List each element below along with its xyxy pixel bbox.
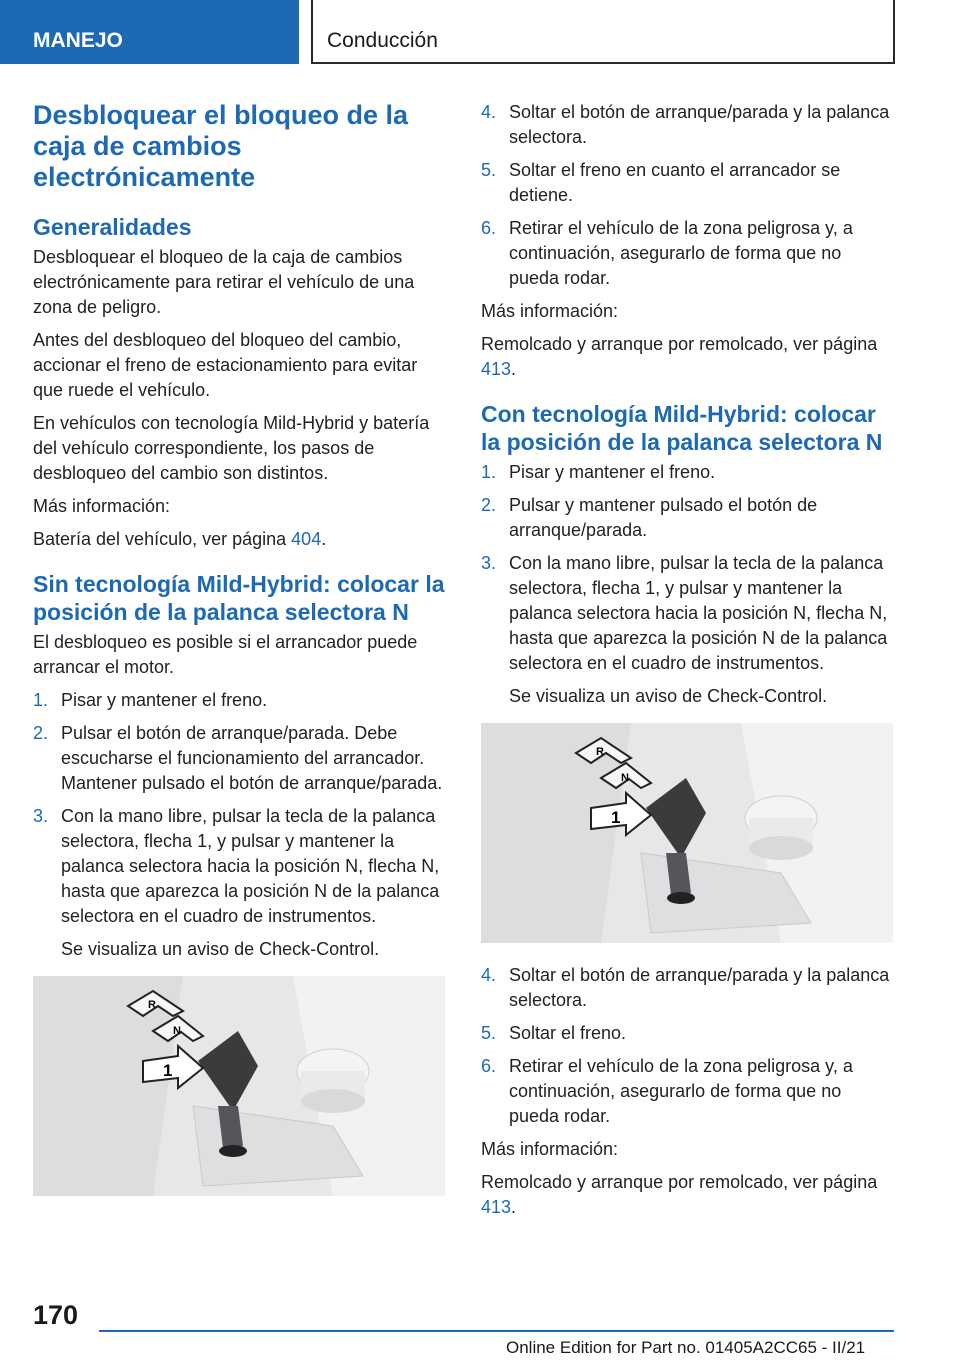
- page-link-413[interactable]: 413: [481, 1197, 512, 1217]
- heading-con-mild-hybrid: Con tecnología Mild-Hybrid: colocar la posición de la palanca selectora N: [481, 401, 883, 455]
- list-item: 2. Pulsar el botón de arranque/parada. Debe escucharse el funcionamiento del arrancador. Mantener pulsado el botón de arranque/parada.: [33, 723, 443, 793]
- steps-list: [33, 688, 445, 962]
- more-info-label: Más información:: [33, 496, 171, 516]
- chapter-label: Conducción: [327, 29, 438, 52]
- gear-selector-illustration: [481, 723, 893, 943]
- heading-generalidades: Generalidades: [33, 214, 192, 240]
- arrow-label-n: N: [173, 1025, 181, 1037]
- paragraph: Desbloquear el bloqueo de la caja de cambios electrónicamente para retirar el vehículo de una zona de peligro.: [33, 247, 415, 317]
- list-item: 6. Retirar el vehículo de la zona peligrosa y, a continuación, asegurarlo de forma que no pueda rodar.: [481, 1056, 853, 1126]
- header-chapter-tab: [311, 0, 895, 64]
- arrow-label-1: 1: [611, 808, 621, 827]
- heading-sin-mild-hybrid: Sin tecnología Mild-Hybrid: colocar la posición de la palanca selectora N: [33, 571, 445, 625]
- arrow-label-n: N: [621, 772, 629, 784]
- list-item: 3. Con la mano libre, pulsar la tecla de la palanca selectora, flecha 1, y pulsar y mantener la palanca selectora hacia la posición N, flecha N, hasta que aparezca la posición N de la palanca selectora en el cuadro de instrumentos. Se visualiza un aviso de Check-Control.: [481, 553, 888, 706]
- more-info-label: Más información:: [481, 1139, 619, 1159]
- list-item: 5. Soltar el freno.: [481, 1023, 627, 1043]
- page-link-404[interactable]: 404: [291, 529, 322, 549]
- right-column: [481, 100, 893, 1228]
- list-item: 4. Soltar el botón de arranque/parada y la palanca selectora.: [481, 102, 890, 147]
- steps-list: [481, 963, 893, 1129]
- page-number: 170: [33, 1300, 79, 1330]
- reference-line: Batería del vehículo, ver página 404.: [33, 529, 327, 549]
- header-section-tab: [0, 0, 299, 64]
- paragraph: Antes del desbloqueo del bloqueo del cambio, accionar el freno de estacionamiento para evitar que ruede el vehículo.: [33, 330, 418, 400]
- list-item: 3. Con la mano libre, pulsar la tecla de la palanca selectora, flecha 1, y pulsar y mantener la palanca selectora hacia la posición N, flecha N, hasta que aparezca la posición N de la palanca selectora en el cuadro de instrumentos. Se visualiza un aviso de Check-Control.: [33, 806, 440, 959]
- gear-selector-figure: [481, 723, 893, 943]
- reference-line: Remolcado y arranque por remolcado, ver página 413.: [481, 1172, 878, 1217]
- page-title: Desbloquear el bloqueo de la caja de cambios electrónicamente: [33, 100, 409, 192]
- paragraph: En vehículos con tecnología Mild-Hybrid y batería del vehículo correspondiente, los pasos de desbloqueo del cambio son distintos.: [33, 413, 430, 483]
- footer-divider: [99, 1330, 894, 1332]
- list-item: 2. Pulsar y mantener pulsado el botón de arranque/parada.: [481, 495, 818, 540]
- gear-selector-illustration: [33, 976, 445, 1196]
- page-link-413[interactable]: 413: [481, 359, 512, 379]
- arrow-label-r: R: [596, 746, 604, 758]
- more-info-label: Más información:: [481, 301, 619, 321]
- reference-line: Remolcado y arranque por remolcado, ver página 413.: [481, 334, 878, 379]
- list-item: 4. Soltar el botón de arranque/parada y la palanca selectora.: [481, 965, 890, 1010]
- list-item: 1. Pisar y mantener el freno.: [33, 690, 268, 710]
- steps-list: [481, 100, 893, 291]
- list-item: 5. Soltar el freno en cuanto el arrancador se detiene.: [481, 160, 841, 205]
- paragraph: El desbloqueo es posible si el arrancador puede arrancar el motor.: [33, 632, 418, 677]
- arrow-label-1: 1: [163, 1061, 173, 1080]
- list-item: 1. Pisar y mantener el freno.: [481, 462, 716, 482]
- left-column: [33, 100, 445, 1216]
- gear-selector-figure: [33, 976, 445, 1196]
- edition-note: Online Edition for Part no. 01405A2CC65 - II/21: [506, 1338, 866, 1357]
- list-item: 6. Retirar el vehículo de la zona peligrosa y, a continuación, asegurarlo de forma que no pueda rodar.: [481, 218, 853, 288]
- arrow-label-r: R: [148, 999, 156, 1011]
- steps-list: [481, 460, 893, 709]
- section-label: MANEJO: [33, 29, 123, 52]
